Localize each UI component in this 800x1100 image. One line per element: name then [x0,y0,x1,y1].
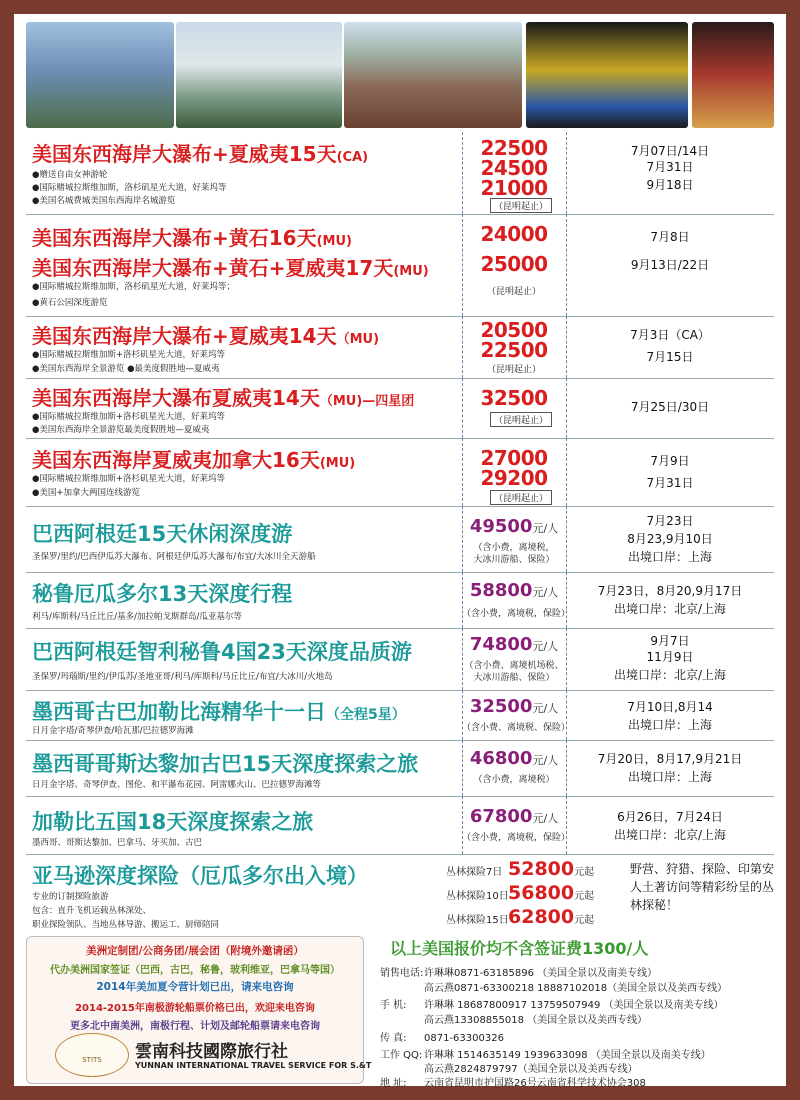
favela-photo [344,22,522,128]
tour-note: ●国际赌城拉斯维加斯+洛杉矶星光大道，好莱坞等 [32,474,226,484]
tour-title: 美国东西海岸大瀑布+黄石16天(MU) [32,226,352,250]
carnival-photo [692,22,774,128]
amazon-desc: 人土著访问等精彩纷呈的丛 [630,880,775,894]
tour-price: 46800元/人 [469,748,559,769]
tour-date: 7月07日/14日 [630,144,710,158]
table-row [26,438,774,507]
footer-section [26,936,774,1089]
tour-date: 6月26日，7月24日 [617,810,723,824]
contact-line: 传 真: 0871-63300326 [380,1033,504,1044]
tour-price: 49500元/人 [469,516,559,537]
price-note: （含小费，离境税，保险） [462,833,571,843]
price-note: 大冰川游船、保险） [473,673,555,683]
amazon-option: 丛林探险15日62800元起 [446,906,595,928]
tour-date: 11月9日 [646,650,694,664]
table-row [26,690,774,741]
tour-note: 墨西哥、哥斯达黎加、巴拿马、牙买加、古巴 [32,838,203,848]
contact-line: 地 址: 云南省昆明市护国路26号云南省科学技术协会308 [380,1078,646,1089]
tour-title: 墨西哥哥斯达黎加古巴15天深度探索之旅 [32,752,419,776]
table-row [26,628,774,691]
ad-line: 2014-2015年南极游轮船票价格已出，欢迎来电咨询 [75,1003,315,1014]
tour-date: 9月7日 [650,634,690,648]
tour-note: ●国际赌城拉斯维加斯+洛杉矶星光大道，好莱坞等 [32,350,226,360]
table-row [26,796,774,855]
tour-date: 出境口岸：北京/上海 [613,828,727,842]
price-note: （含小费、离境税、保险） [462,723,571,733]
tour-price: 32500 [480,386,548,410]
tour-title: 美国东西海岸夏威夷加拿大16天(MU) [32,448,356,472]
tour-date: 7月31日 [646,476,694,490]
table-row [26,572,774,629]
company-name-en: YUNNAN INTERNATIONAL TRAVEL SERVICE FOR S.&T [135,1061,372,1070]
amazon-row [26,854,774,932]
contact-line: 高云燕13308855018 （美国全景以及美西专线） [424,1015,648,1026]
tour-date: 8月23,9月10日 [627,532,713,546]
contact-line: 高云燕2824879797（美国全景以及美西专线） [424,1064,638,1075]
tour-title: 亚马逊深度探险（厄瓜多尔出入境） [32,864,368,888]
services-ad [26,936,372,1084]
contact-line: 工作 QQ: 许琳琳 1514635149 1939633098 （美国全景以及南美专线） [380,1050,711,1061]
tour-date: 7月23日 [646,514,694,528]
tour-title: 美国东西海岸大瀑布+夏威夷15天(CA) [32,142,369,166]
tour-date: 7月31日 [646,160,694,174]
table-row [26,214,774,317]
price-note: （含小费，离境税） [473,775,555,785]
ad-line: 更多北中南美洲，南极行程、计划及邮轮船票请来电咨询 [70,1021,320,1032]
price-note: （昆明起止） [490,490,552,505]
tour-date: 出境口岸：北京/上海 [613,602,727,616]
waterfall-photo [176,22,342,128]
ad-line: 代办美洲国家签证（巴西，古巴，秘鲁，玻利维亚，巴拿马等国） [50,965,340,976]
contact-line: 销售电话:许琳琳0871-63185896 （美国全景以及南美专线） [380,968,658,979]
tour-date: 出境口岸：上海 [627,718,712,732]
tour-note: ●国际赌城拉斯维加斯+洛杉矶星光大道，好莱坞等 [32,412,226,422]
tour-price: 29200 [480,466,548,490]
price-note: （含小费，离境税， [473,543,555,553]
company-logo: STITS [55,1033,129,1077]
tour-date: 9月13日/22日 [630,258,710,272]
tour-note: ●国际赌城拉斯维加斯，洛杉矶星光大道，好莱坞等； [32,282,235,292]
tour-date: 7月3日（CA） [630,328,710,342]
tour-price: 22500 [480,338,548,362]
price-note: （昆明起止） [490,412,552,427]
tour-title: 美国东西海岸大瀑布+黄石+夏威夷17天(MU) [32,256,429,280]
amazon-option: 丛林探险10日56800元起 [446,882,595,904]
tour-title: 美国东西海岸大瀑布+夏威夷14天（MU) [32,324,380,348]
tour-title: 秘鲁厄瓜多尔13天深度行程 [32,582,293,606]
tour-note: ●美国+加拿大两国连线游览 [32,488,141,498]
tour-note: 日月金字塔/奇琴伊查/哈瓦那/巴拉德罗海滩 [32,726,194,736]
tour-note: 包含：直升飞机运载丛林深处、 [32,906,152,916]
visa-fee-notice: 以上美国报价均不含签证费1300/人 [390,939,649,958]
table-row [26,378,774,439]
price-note: （昆明起止） [486,287,541,297]
price-note: （昆明起止） [490,198,552,213]
tour-date: 出境口岸：上海 [627,770,712,784]
tour-price: 24000 [480,222,548,246]
tour-date: 7月23日，8月20,9月17日 [597,584,743,598]
tour-date: 7月10日,8月14 [627,700,713,714]
contact-line: 手 机: 许琳琳 18687800917 13759507949 （美国全景以及南美专线） [380,1000,724,1011]
brochure-page [14,14,786,1089]
tour-note: 日月金字塔、奇琴伊查、图伦、和平瀑布花园、阿雷娜火山、巴拉德罗海滩等 [32,780,322,790]
tour-price: 22500 [480,136,548,160]
tour-price: 24500 [480,156,548,180]
tour-price: 27000 [480,446,548,470]
tour-note: ●国际赌城拉斯维加斯，洛杉矶星光大道，好莱坞等 [32,183,227,193]
tour-date: 7月9日 [650,454,690,468]
tour-note: 圣保罗/玛瑙斯/里约/伊瓜苏/圣地亚哥/利马/库斯科/马丘比丘/布宜/大冰川/火地岛 [32,672,333,682]
table-row [26,740,774,797]
tour-price: 67800元/人 [469,806,559,827]
tour-price: 58800元/人 [469,580,559,601]
table-row [26,132,774,215]
amazon-desc: 野营、狩猎、探险、印第安 [630,862,775,876]
tour-title: 加勒比五国18天深度探索之旅 [32,810,314,834]
tour-title: 美国东西海岸大瀑布夏威夷14天（MU)—四星团 [32,386,415,410]
football-team-photo [526,22,688,128]
price-note: （含小费、离境机场税、 [464,661,564,671]
price-note: 大冰川游船、保险） [473,555,555,565]
tour-note: 专业的订制探险旅游 [32,892,109,902]
ad-line: 2014年美加夏令营计划已出，请来电咨询 [96,981,294,993]
tour-date: 出境口岸：北京/上海 [613,668,727,682]
company-name-cn: 雲南科技國際旅行社 [135,1042,288,1062]
price-note: （含小费，离境税，保险） [462,609,571,619]
tour-price: 25000 [480,252,548,276]
tour-note: ●美国名城费城美国东西海岸名城游览 [32,196,176,206]
tour-note: ●赠送自由女神游轮 [32,170,108,180]
tour-note: ●美国东西海岸全景游览 ●最美度假胜地—夏威夷 [32,364,220,374]
tour-price: 32500元/人 [469,696,559,717]
table-row [26,316,774,379]
price-note: （昆明起止） [486,365,541,375]
rio-christ-photo [26,22,174,128]
tour-date: 9月18日 [646,178,694,192]
tour-date: 7月20日，8月17,9月21日 [597,752,743,766]
tour-date: 7月25日/30日 [630,400,710,414]
tour-note: 职业探险领队、当地丛林导游、搬运工、厨师陪同 [32,920,220,930]
tour-title: 巴西阿根廷智利秘鲁4国23天深度品质游 [32,640,412,664]
table-row [26,506,774,573]
tour-price: 74800元/人 [469,634,559,655]
contact-line: 高云燕0871-63300218 18887102018（美国全景以及美西专线） [424,983,728,994]
tour-date: 7月8日 [650,230,690,244]
tour-note: 利马/库斯科/马丘比丘/基多/加拉帕戈斯群岛/瓜亚基尔等 [32,612,242,622]
tour-title: 墨西哥古巴加勒比海精华十一日（全程5星） [32,700,406,724]
ad-line: 美洲定制团/公商务团/展会团（附境外邀请函） [86,945,304,957]
contact-info [374,936,774,1089]
amazon-desc: 林探秘！ [630,898,679,912]
tour-note: ●美国东西海岸全景游览最美度假胜地—夏威夷 [32,425,210,435]
tour-price: 20500 [480,318,548,342]
tour-note: ●黄石公园深度游览 [32,298,108,308]
photo-strip [26,22,774,128]
amazon-option: 丛林探险7日 52800元起 [446,858,595,880]
tour-date: 出境口岸：上海 [627,550,712,564]
tour-price: 21000 [480,176,548,200]
tour-title: 巴西阿根廷15天休闲深度游 [32,522,293,546]
tour-date: 7月15日 [646,350,694,364]
tour-note: 圣保罗/里约/巴西伊瓜苏大瀑布、阿根廷伊瓜苏大瀑布/布宜/大冰川全天游船 [32,552,316,562]
